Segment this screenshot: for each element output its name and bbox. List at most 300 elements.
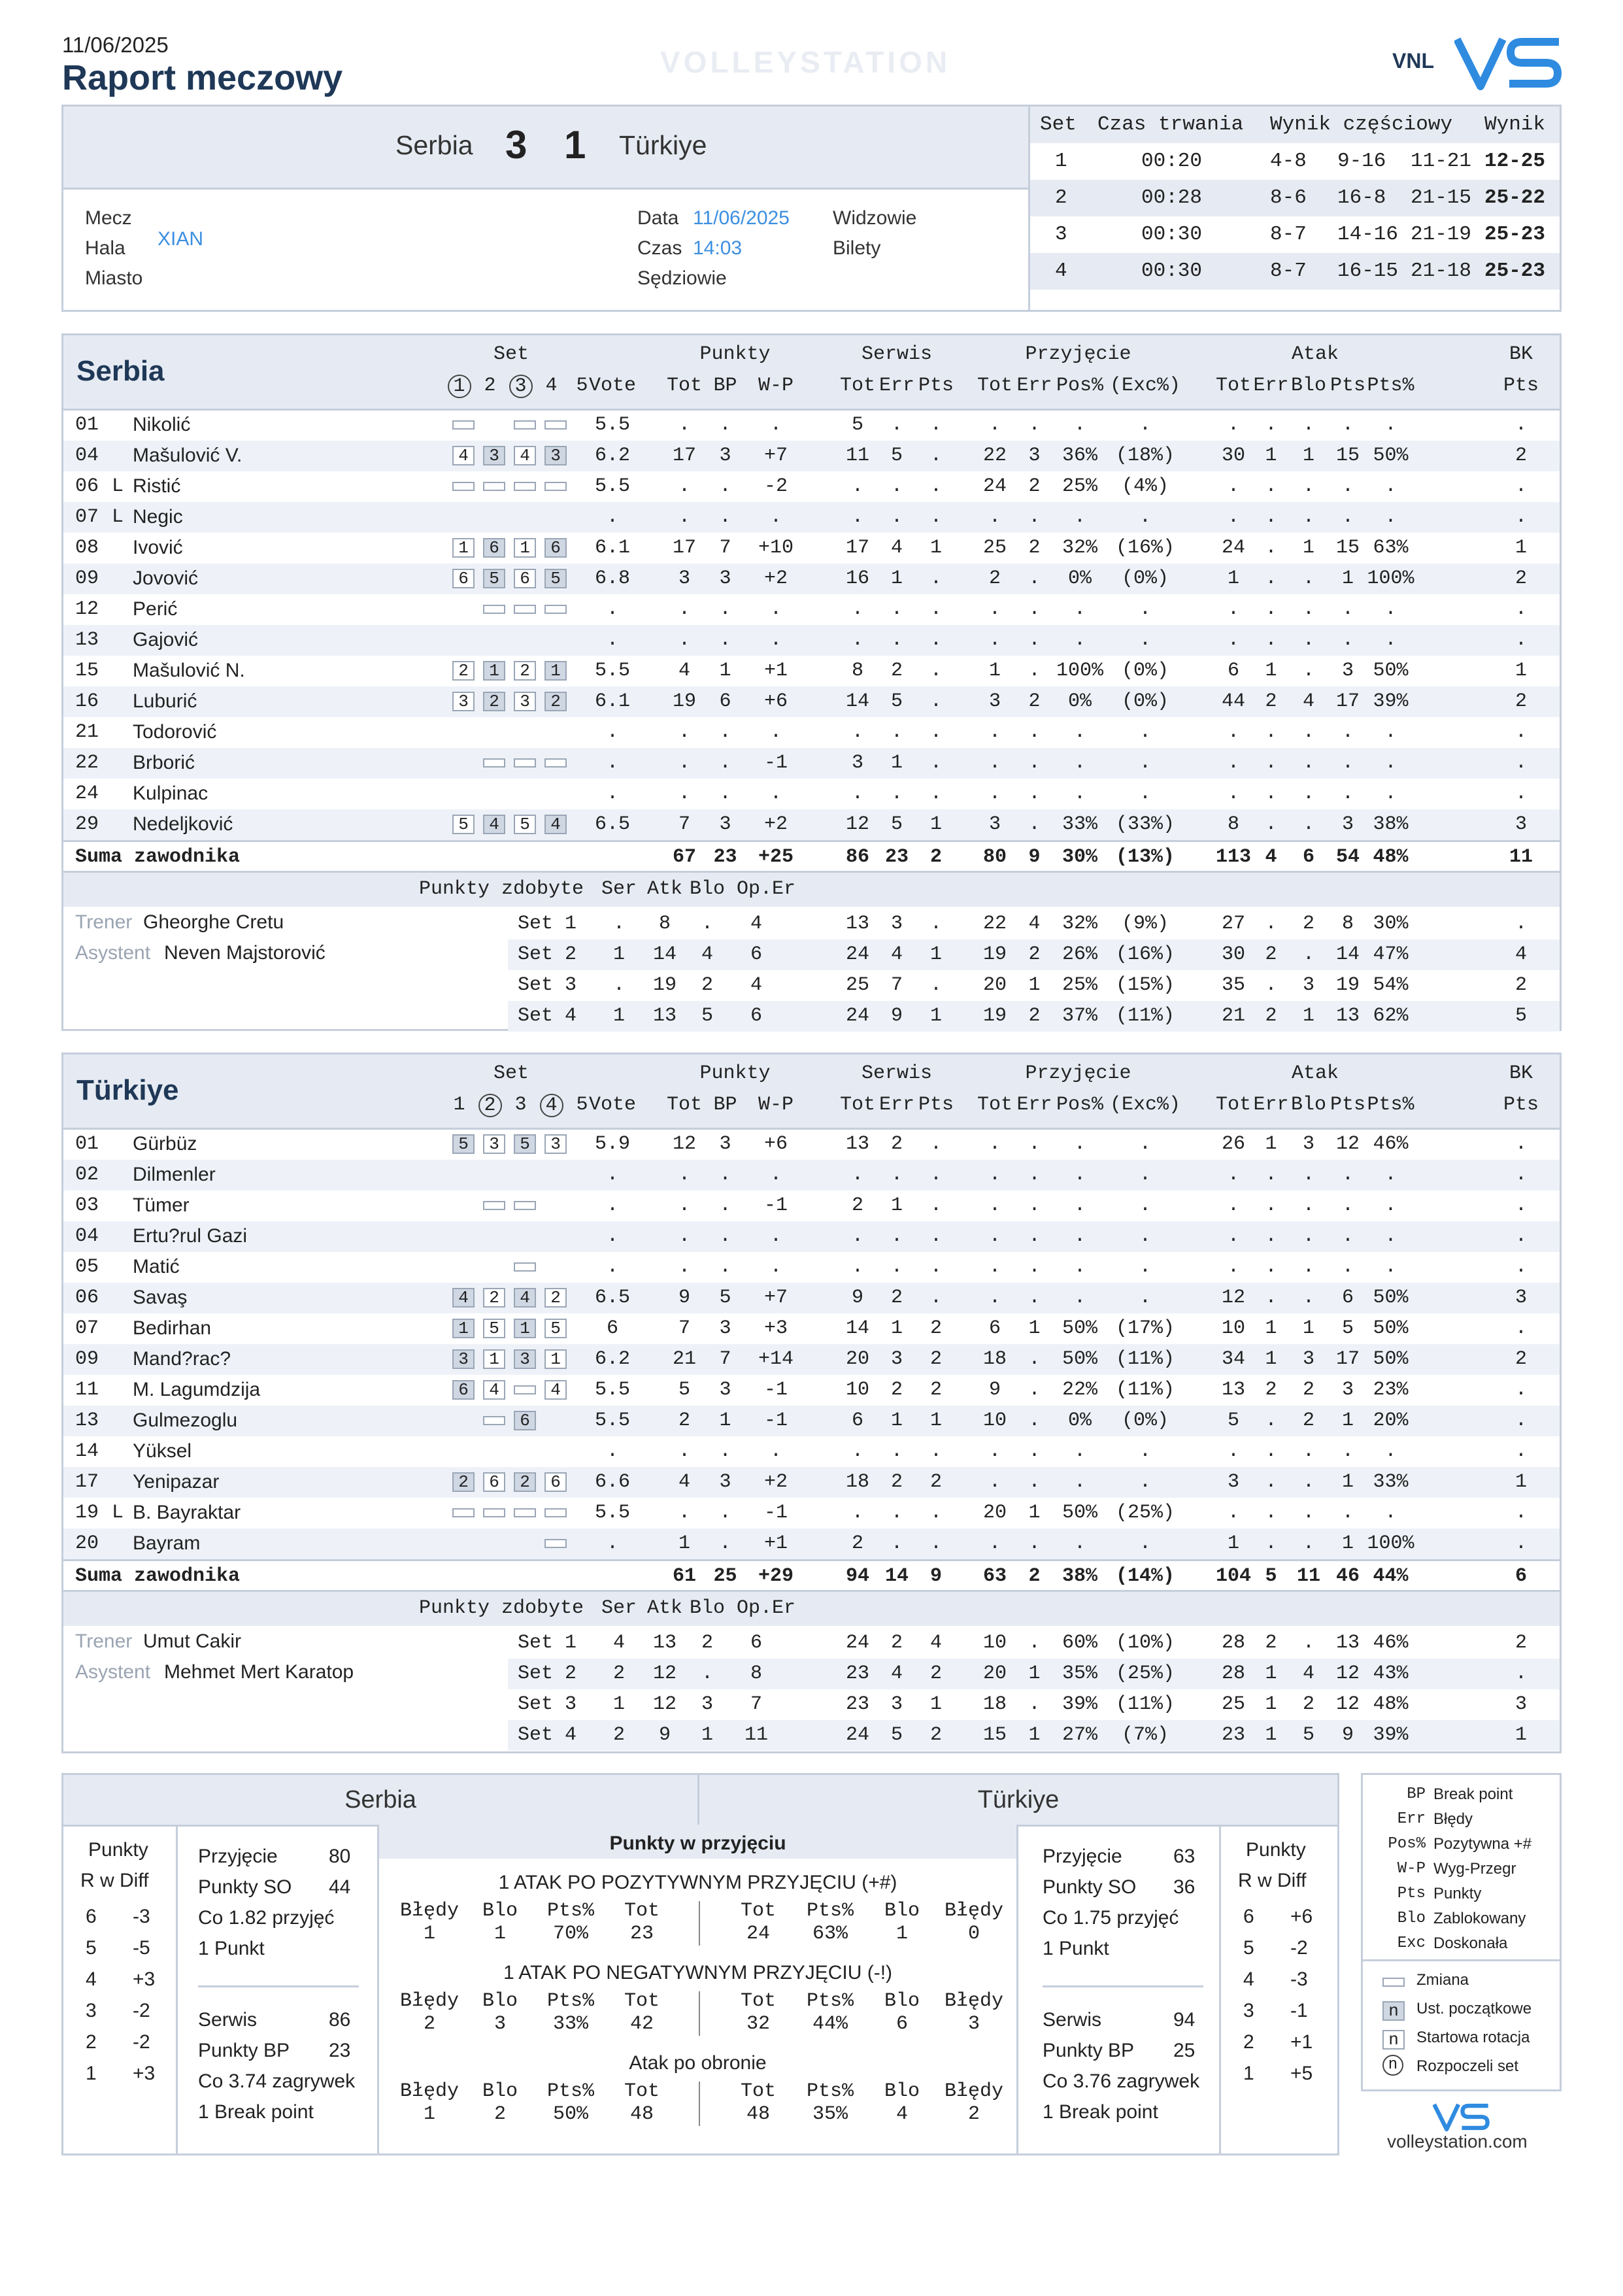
rotation-box: 6 (514, 1411, 536, 1430)
przyjecie-value: 50% (1062, 1502, 1097, 1524)
legend-abbr: Exc (1397, 1934, 1426, 1952)
vote-value: 6.2 (594, 445, 630, 467)
serwis-value: 3 (890, 1348, 903, 1370)
col-label: Tot (740, 1990, 776, 2012)
col-label: Blo (482, 1990, 518, 2012)
summary-box (61, 1773, 1339, 2155)
atak-value: 3 (1341, 1379, 1354, 1401)
player-name: Ristić (133, 475, 181, 497)
rotation-diff: -2 (133, 2000, 150, 2021)
col-header-pos: Pos% (1056, 375, 1103, 397)
col-header-tot: Tot (1215, 1094, 1251, 1116)
przyjecie-value: . (1028, 1164, 1041, 1186)
rotation-number: 4 (1243, 1968, 1254, 1990)
punkty-value: -1 (763, 1502, 788, 1524)
col-value: 1 (494, 1923, 506, 1945)
atak-value: 35 (1221, 974, 1245, 996)
pz-value: 4 (750, 913, 762, 935)
pz-value: 11 (744, 1724, 768, 1746)
punkty-value: 2 (678, 1410, 690, 1432)
przyjecie-value: . (988, 414, 1001, 436)
col-value: 1 (423, 1923, 435, 1945)
atak-value: 24 (1221, 537, 1245, 559)
serwis-value: 9 (890, 1005, 903, 1027)
set-number: 5 (576, 1094, 588, 1116)
divider (1043, 1985, 1203, 1987)
przyjecie-value: 1 (988, 660, 1001, 682)
atak-value: . (1302, 783, 1314, 805)
player-row (63, 779, 1560, 809)
sum-serwis: 14 (884, 1565, 909, 1587)
rotation-box: 2 (514, 1472, 536, 1492)
bk-value: . (1514, 475, 1527, 498)
col-header-pts: Pts (918, 1094, 954, 1116)
serwis-value: 2 (890, 1287, 903, 1309)
atak-value: . (1227, 598, 1239, 620)
atak-value: 3 (1341, 813, 1354, 836)
substitution-mark (544, 758, 567, 768)
player-number: 20 (75, 1532, 99, 1555)
punkty-value: . (769, 721, 782, 743)
pz-value: 1 (612, 1693, 625, 1715)
punkty-value: . (769, 598, 782, 620)
rotation-box: 2 (483, 692, 505, 711)
atak-value: 5 (1341, 1317, 1354, 1340)
przyjecie-value: (4%) (1121, 475, 1169, 498)
punkty-value: . (719, 1225, 731, 1247)
player-number: 24 (75, 783, 99, 805)
przyjecie-value: . (1028, 1194, 1041, 1217)
rotation-header: R w Diff (1238, 1870, 1307, 1891)
przyjecie-value: (0%) (1121, 567, 1169, 590)
pz-value: 9 (658, 1724, 671, 1746)
substitution-mark (514, 758, 536, 768)
bk-value: . (1514, 598, 1527, 620)
legend-abbr: Pos% (1388, 1835, 1426, 1853)
punkty-value: 7 (678, 813, 690, 836)
serwis-value: 2 (929, 1724, 942, 1746)
przyjecie-value: 3 (988, 690, 1001, 713)
col-label: Pts% (806, 2080, 854, 2102)
player-number: 15 (75, 660, 99, 682)
serwis-value: 16 (845, 567, 869, 590)
rotation-box: 3 (514, 692, 536, 711)
punkty-value: +6 (763, 690, 788, 713)
divider (697, 1775, 699, 1825)
atak-value: . (1384, 629, 1397, 651)
atak-value: 1 (1227, 1532, 1239, 1555)
punkty-value: . (678, 752, 690, 774)
set-result-row (1030, 143, 1560, 180)
bk-value: . (1514, 913, 1527, 935)
punkty-value: 7 (719, 537, 731, 559)
player-row (63, 594, 1560, 625)
przyjecie-value: . (1073, 629, 1086, 651)
serwis-value: . (929, 1532, 942, 1555)
set-time: 00:30 (1141, 223, 1203, 246)
player-row (63, 1190, 1560, 1221)
pz-value: 6 (750, 1005, 762, 1027)
serwis-value: 4 (890, 1663, 903, 1685)
pz-value: . (612, 974, 625, 996)
col-header-err: Err (1253, 1094, 1289, 1116)
rotation-box: 2 (544, 692, 567, 711)
serwis-value: . (890, 414, 903, 436)
przyjecie-value: (11%) (1115, 1379, 1175, 1401)
player-name: M. Lagumdzija (133, 1379, 261, 1400)
przyjecie-value: . (1028, 1225, 1041, 1247)
col-header-pts: Pts (1330, 1094, 1365, 1116)
player-name: Matić (133, 1256, 180, 1277)
set-number-header (505, 375, 536, 398)
set-result: 25-23 (1484, 223, 1546, 246)
player-row (63, 1252, 1560, 1283)
label-mecz: Mecz (85, 207, 132, 229)
atak-value: 1 (1341, 1410, 1354, 1432)
serwis-value: . (929, 1440, 942, 1462)
footer-url: volleystation.com (1387, 2131, 1528, 2152)
pz-value: 8 (750, 1663, 762, 1685)
vote-value: . (606, 1225, 618, 1247)
punkty-value: -2 (763, 475, 788, 498)
pz-value: 2 (612, 1663, 625, 1685)
serwis-value: 1 (929, 1005, 942, 1027)
przyjecie-value: . (1139, 1225, 1151, 1247)
punkty-value: . (678, 783, 690, 805)
group-header-set: Set (493, 343, 529, 365)
col-label: Pts% (546, 2080, 594, 2102)
serwis-value: . (929, 1256, 942, 1278)
legend-rozp: Rozpoczeli set (1416, 2057, 1519, 2075)
przyjecie-value: (25%) (1115, 1502, 1175, 1524)
punkty-value: . (719, 1532, 731, 1555)
rotation-box: 6 (544, 1472, 567, 1492)
serwis-value: . (851, 1502, 863, 1524)
set-number: 5 (576, 375, 588, 397)
przyjecie-value: 20 (982, 1663, 1007, 1685)
atak-value: . (1265, 629, 1277, 651)
rotation-box: 3 (514, 1349, 536, 1369)
serwis-value: . (929, 414, 942, 436)
set-p3: 21-18 (1411, 260, 1472, 282)
circle: n (1382, 2055, 1403, 2076)
sum-bk: 11 (1509, 846, 1533, 868)
serwis-value: . (890, 1532, 903, 1555)
substitution-mark (544, 482, 567, 491)
punkty-value: 21 (672, 1348, 696, 1370)
pz-value: 19 (652, 974, 677, 996)
bk-value: . (1514, 752, 1527, 774)
player-number: 05 (75, 1256, 99, 1278)
przyjecie-value: . (1073, 414, 1086, 436)
player-row (63, 1283, 1560, 1313)
atak-value: 15 (1335, 445, 1360, 467)
serwis-value: 23 (845, 1693, 869, 1715)
player-number: 04 (75, 1225, 99, 1247)
atak-value: 3 (1341, 660, 1354, 682)
center-title: Punkty w przyjęciu (609, 1832, 786, 1854)
rotation-box: 2 (483, 1288, 505, 1308)
serwis-value: . (929, 913, 942, 935)
set-start-mark-legend (1382, 2055, 1403, 2076)
set-result-row (1030, 253, 1560, 290)
sum-przyjecie: 2 (1028, 1565, 1041, 1587)
col-value: 1 (895, 1923, 908, 1945)
serwis-value: . (929, 974, 942, 996)
serwis-value: . (851, 1164, 863, 1186)
punkty-value: . (719, 752, 731, 774)
pz-col-ser: Ser (601, 878, 637, 900)
set-stats-row (508, 1720, 1560, 1751)
col-header-pts: Pts (1330, 375, 1365, 397)
set-p2: 9-16 (1337, 150, 1386, 173)
player-row (63, 748, 1560, 779)
przyjecie-value: . (1073, 1133, 1086, 1155)
break-point: 1 Break point (198, 2101, 314, 2123)
set-number-header (505, 1094, 536, 1116)
przyjecie-value: . (1139, 1532, 1151, 1555)
przyjecie-value: 19 (982, 1005, 1007, 1027)
punkty-value: +6 (763, 1133, 788, 1155)
sum-atak: 6 (1302, 846, 1314, 868)
atak-value: 13 (1335, 1005, 1360, 1027)
punkty-value: -1 (763, 1410, 788, 1432)
legend-desc: Błędy (1433, 1810, 1473, 1828)
punkty-value: . (769, 414, 782, 436)
col-header-vote: Vote (588, 1094, 636, 1116)
punkty-value: +7 (763, 445, 788, 467)
set-number: 2 (478, 1094, 502, 1117)
player-number: 16 (75, 690, 99, 713)
przyjecie-value: 0% (1067, 690, 1092, 713)
serwis-value: . (929, 1194, 942, 1217)
atak-value: . (1227, 506, 1239, 528)
serwis-value: 86 (329, 2009, 351, 2031)
vote-value: 5.5 (594, 475, 630, 498)
serwis-value: . (890, 721, 903, 743)
team-header-band (63, 335, 1560, 411)
player-number: 07 (75, 1317, 99, 1340)
atak-value: 23 (1221, 1724, 1245, 1746)
player-row (63, 625, 1560, 656)
bk-value: . (1514, 1164, 1527, 1186)
punkty-value: 3 (719, 813, 731, 836)
przyjecie-value: . (988, 506, 1001, 528)
atak-value: 17 (1335, 690, 1360, 713)
col-header-tot: Tot (666, 1094, 702, 1116)
przyjecie-value: . (1139, 1471, 1151, 1493)
label-data: Data (637, 207, 679, 229)
substitution-mark (452, 1508, 475, 1517)
rotation-box: 1 (544, 661, 567, 681)
atak-value: 50% (1373, 445, 1409, 467)
player-number: 22 (75, 752, 99, 774)
serwis-value: . (890, 475, 903, 498)
rotation-box: 1 (544, 1349, 567, 1369)
vote-value: 6 (606, 1317, 618, 1340)
przyjecie-value: . (1028, 1632, 1041, 1654)
rotation-diff: +5 (1290, 2063, 1313, 2084)
col-label: Blo (884, 2080, 920, 2102)
bk-value: . (1514, 721, 1527, 743)
group-header-set: Set (493, 1062, 529, 1085)
player-name: Nedeljković (133, 813, 233, 835)
punkty-value: . (719, 1194, 731, 1217)
set-label: Set 4 (517, 1005, 577, 1027)
player-name: Jovović (133, 567, 199, 589)
sum-atak: 113 (1215, 846, 1251, 868)
rotation-box: 6 (514, 569, 536, 588)
rotation-box: 3 (452, 1349, 475, 1369)
col-label: Pts% (546, 1900, 594, 1922)
col-header-exc: (Exc%) (1109, 1094, 1181, 1116)
atak-value: . (1265, 913, 1277, 935)
substitution-mark (544, 1539, 567, 1548)
col-value: 2 (494, 2103, 506, 2125)
przyjecie-value: 1 (1028, 1724, 1041, 1746)
atak-value: . (1302, 506, 1314, 528)
col-header-tot: Tot (977, 1094, 1012, 1116)
punkty-value: 3 (719, 1133, 731, 1155)
col-header-bp: BP (713, 375, 737, 397)
przyjecie-value: . (1073, 752, 1086, 774)
rotation-box: 1 (514, 538, 536, 558)
przyjecie-value: 20 (982, 1502, 1007, 1524)
atak-value: 8 (1341, 913, 1354, 935)
sum-punkty: 25 (713, 1565, 737, 1587)
set-number: 3 (509, 375, 533, 398)
player-number: 13 (75, 1410, 99, 1432)
player-name: Kulpinac (133, 783, 209, 804)
atak-value: . (1341, 752, 1354, 774)
sum-punkty: 23 (713, 846, 737, 868)
pz-value: 1 (701, 1724, 713, 1746)
set-result: 25-23 (1484, 260, 1546, 282)
atak-value: . (1384, 752, 1397, 774)
punkty-value: . (678, 1194, 690, 1217)
set-stats-row (508, 1659, 1560, 1689)
bk-value: 1 (1514, 537, 1527, 559)
atak-value: . (1227, 783, 1239, 805)
atak-value: 20% (1373, 1410, 1409, 1432)
przyjecie-value: 24 (982, 475, 1007, 498)
serwis-value: 25 (845, 974, 869, 996)
col-value: 70% (552, 1923, 588, 1945)
group-header-punkty: Punkty (699, 343, 771, 365)
col-header-wp: W-P (758, 1094, 794, 1116)
przyjecie-value: 37% (1062, 1005, 1097, 1027)
serwis-value: 14 (845, 1317, 869, 1340)
bk-value: . (1514, 1379, 1527, 1401)
rotation-box: 5 (452, 815, 475, 834)
player-name: Dilmenler (133, 1164, 216, 1185)
serwis-value: 1 (929, 1410, 942, 1432)
rotation-box: 1 (452, 1319, 475, 1338)
vote-value: . (606, 1164, 618, 1186)
sum-punkty: +25 (758, 846, 794, 868)
rotation-box: 6 (452, 1380, 475, 1400)
punkty-value: . (769, 1225, 782, 1247)
sum-przyjecie: 80 (982, 846, 1007, 868)
player-row (63, 533, 1560, 564)
col-value: 50% (552, 2103, 588, 2125)
legend-desc: Wyg-Przegr (1433, 1860, 1516, 1878)
player-name: Negic (133, 506, 183, 528)
przyjecie-value: . (1139, 1256, 1151, 1278)
player-number: 21 (75, 721, 99, 743)
col-header-pts: Pts (1503, 375, 1539, 397)
player-name: Savaş (133, 1287, 188, 1308)
atak-value: 48% (1373, 1693, 1409, 1715)
col-header-pos: Pos% (1056, 1094, 1103, 1116)
serwis-value: 14 (845, 690, 869, 713)
atak-value: . (1265, 1410, 1277, 1432)
przyjecie-value: . (988, 598, 1001, 620)
przyjecie-value: 1 (1028, 1502, 1041, 1524)
serwis-value: . (929, 690, 942, 713)
atak-value: . (1384, 1164, 1397, 1186)
substitution-mark (514, 482, 536, 491)
report-title: Raport meczowy (62, 58, 343, 97)
przyjecie-value: 26% (1062, 943, 1097, 966)
rotation-number: 1 (86, 2063, 97, 2084)
bk-value: . (1514, 1194, 1527, 1217)
serwis-value: . (929, 1133, 942, 1155)
serwis-value: 13 (845, 913, 869, 935)
vote-value: . (606, 783, 618, 805)
atak-value: 50% (1373, 660, 1409, 682)
bk-value: 3 (1514, 1287, 1527, 1309)
atak-value: . (1302, 752, 1314, 774)
atak-value: . (1227, 629, 1239, 651)
legend-desc: Punkty (1433, 1885, 1482, 1902)
punkty-value: 5 (678, 1379, 690, 1401)
player-row (63, 1467, 1560, 1498)
col-header-blo: Blo (1290, 1094, 1326, 1116)
pz-col-ser: Ser (601, 1597, 637, 1619)
col-header-err: Err (1253, 375, 1289, 397)
legend-box (1361, 1773, 1562, 2091)
player-number: 06 (75, 475, 99, 498)
vote-value: . (606, 752, 618, 774)
score-band (63, 107, 1028, 190)
przyjecie-value: . (1028, 629, 1041, 651)
bk-value: 1 (1514, 1724, 1527, 1746)
player-number: 02 (75, 1164, 99, 1186)
atak-value: 2 (1265, 1632, 1277, 1654)
label-miasto: Miasto (85, 267, 143, 289)
player-name: Ertu?rul Gazi (133, 1225, 248, 1247)
serwis-value: . (929, 783, 942, 805)
substitution-mark (544, 420, 567, 430)
volleystation-logo (1454, 33, 1565, 93)
przyjecie-value: . (1028, 660, 1041, 682)
player-number: 11 (75, 1379, 99, 1401)
serwis-value: 3 (851, 752, 863, 774)
rotation-diff: -2 (133, 2031, 150, 2053)
punkty-value: . (769, 1440, 782, 1462)
serwis-value: . (929, 1164, 942, 1186)
przyjecie-value: . (1028, 1693, 1041, 1715)
serwis-value: 24 (845, 1724, 869, 1746)
bk-value: 2 (1514, 974, 1527, 996)
atak-value: . (1341, 1225, 1354, 1247)
atak-value: 28 (1221, 1632, 1245, 1654)
vote-value: . (606, 506, 618, 528)
atak-value: 1 (1265, 1693, 1277, 1715)
col-value: 2 (423, 2013, 435, 2035)
col-header-err: Err (1016, 1094, 1052, 1116)
